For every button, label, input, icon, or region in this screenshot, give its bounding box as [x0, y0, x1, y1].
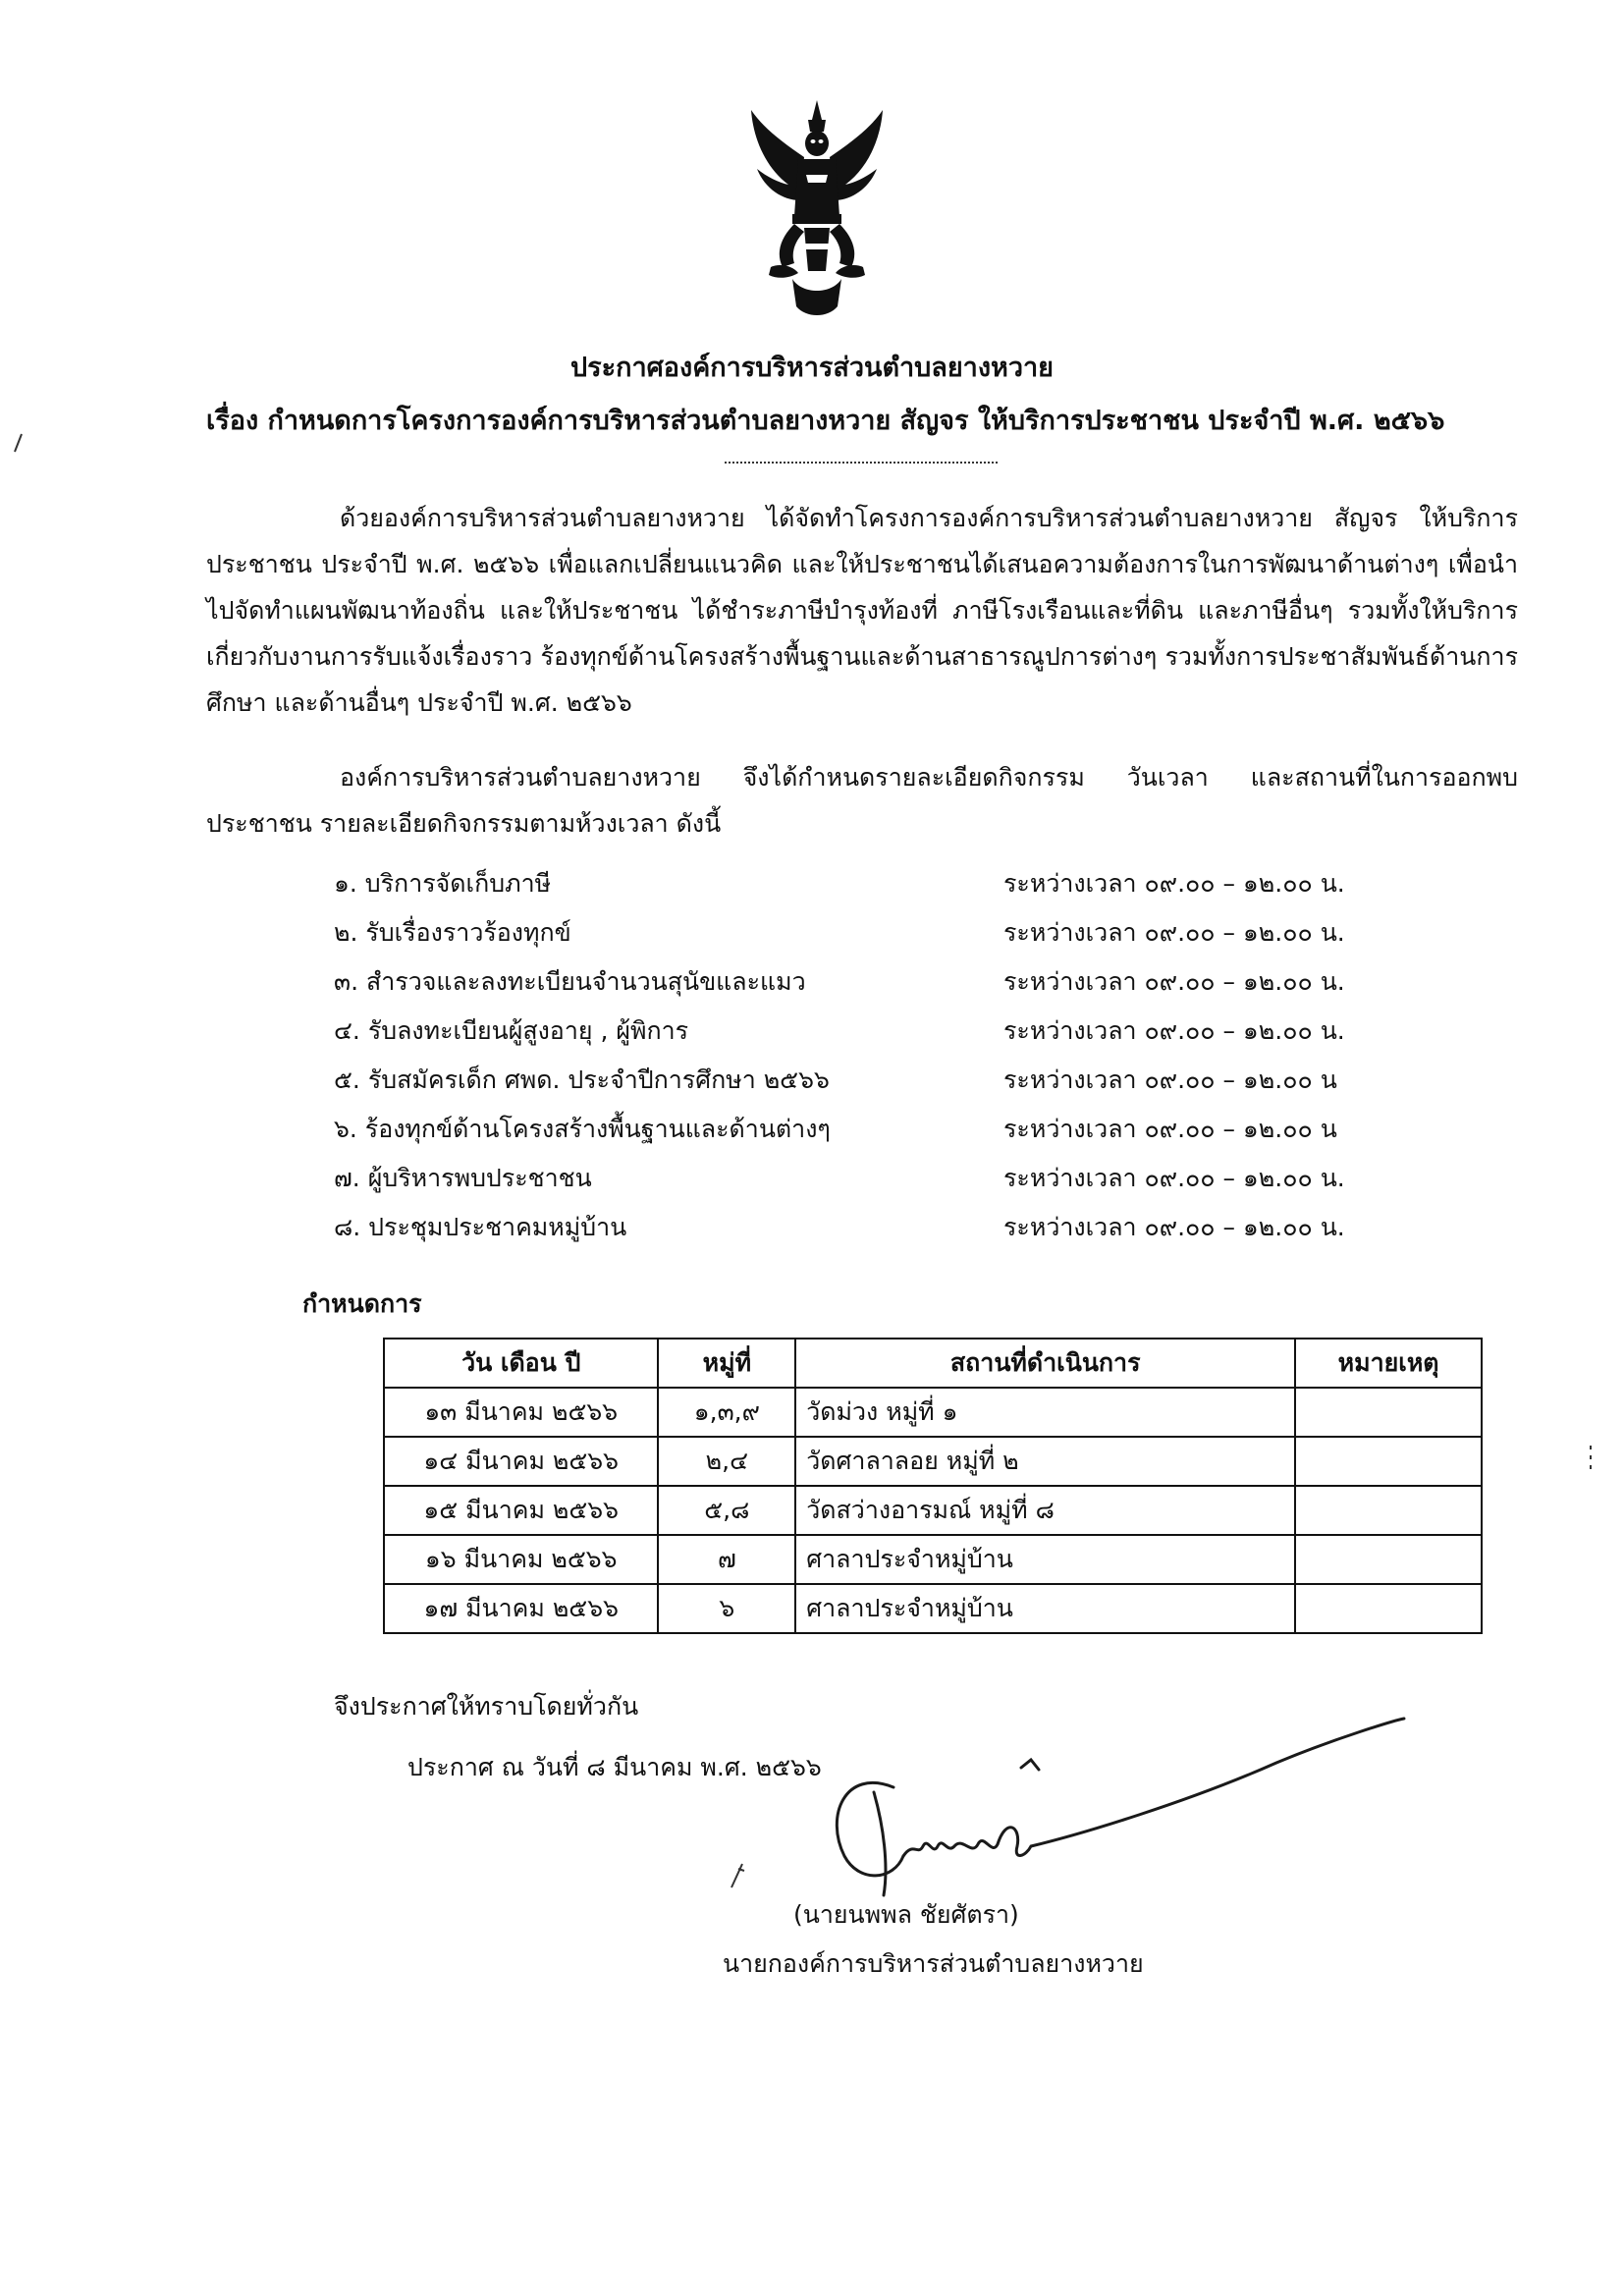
- scan-mark-icon: [12, 432, 26, 454]
- activity-item: [334, 962, 1424, 1002]
- cell-note: [1295, 1437, 1482, 1486]
- table-row: [384, 1437, 1482, 1486]
- cell-date: ๑๗ มีนาคม ๒๕๖๖: [384, 1584, 658, 1633]
- cell-place: วัดสว่างอารมณ์ หมู่ที่ ๘: [795, 1486, 1295, 1535]
- activity-time: ระหว่างเวลา ๐๙.๐๐ – ๑๒.๐๐ น.: [1003, 967, 1345, 996]
- intro-paragraph: [206, 495, 1518, 726]
- activity-item: [334, 1110, 1424, 1149]
- cell-moo: ๕,๘: [658, 1486, 795, 1535]
- schedule-header-row: [384, 1339, 1482, 1388]
- cell-note: [1295, 1486, 1482, 1535]
- cell-note: [1295, 1535, 1482, 1584]
- cell-note: [1295, 1388, 1482, 1437]
- cell-place: วัดศาลาลอย หมู่ที่ ๒: [795, 1437, 1295, 1486]
- schedule-table: [383, 1338, 1483, 1634]
- activity-item: [334, 864, 1424, 903]
- garuda-emblem-icon: [743, 98, 891, 324]
- activity-time: ระหว่างเวลา ๐๙.๐๐ – ๑๒.๐๐ น.: [1003, 869, 1345, 898]
- cell-moo: ๑,๓,๙: [658, 1388, 795, 1437]
- table-row: [384, 1388, 1482, 1437]
- detail-paragraph: [206, 754, 1518, 847]
- activity-time: ระหว่างเวลา ๐๙.๐๐ – ๑๒.๐๐ น.: [1003, 1016, 1345, 1045]
- activity-item: [334, 1159, 1424, 1198]
- table-row: [384, 1584, 1482, 1633]
- cell-note: [1295, 1584, 1482, 1633]
- schedule-heading: กำหนดการ: [302, 1289, 422, 1318]
- signer-position: นายกองค์การบริหารส่วนตำบลยางหวาย: [723, 1949, 1144, 1978]
- title-divider: [725, 462, 998, 464]
- activity-label: ๔. รับลงทะเบียนผู้สูงอายุ , ผู้พิการ: [334, 1016, 689, 1045]
- scan-mark-icon: [1583, 1444, 1600, 1473]
- activity-label: ๕. รับสมัครเด็ก ศพด. ประจำปีการศึกษา ๒๕๖๖: [334, 1066, 830, 1094]
- activity-time: ระหว่างเวลา ๐๙.๐๐ – ๑๒.๐๐ น: [1003, 1066, 1337, 1094]
- column-header-moo: หมู่ที่: [658, 1339, 795, 1388]
- activity-item: [334, 1061, 1424, 1100]
- activity-time: ระหว่างเวลา ๐๙.๐๐ – ๑๒.๐๐ น.: [1003, 1164, 1345, 1192]
- closing-statement: จึงประกาศให้ทราบโดยทั่วกัน: [334, 1692, 639, 1721]
- announcement-date: ประกาศ ณ วันที่ ๘ มีนาคม พ.ศ. ๒๕๖๖: [407, 1753, 822, 1781]
- cell-moo: ๗: [658, 1535, 795, 1584]
- cell-date: ๑๓ มีนาคม ๒๕๖๖: [384, 1388, 658, 1437]
- column-header-place: สถานที่ดำเนินการ: [795, 1339, 1295, 1388]
- activity-label: ๘. ประชุมประชาคมหมู่บ้าน: [334, 1213, 627, 1241]
- scan-mark-icon: [727, 1861, 748, 1890]
- announcement-subject: เรื่อง กำหนดการโครงการองค์การบริหารส่วนตำบลยางหวาย สัญจร ให้บริการประชาชน ประจำปี พ.ศ. ๒๕๖๖: [206, 406, 1445, 436]
- cell-place: ศาลาประจำหมู่บ้าน: [795, 1584, 1295, 1633]
- activity-label: ๒. รับเรื่องราวร้องทุกข์: [334, 918, 571, 947]
- announcement-title: ประกาศองค์การบริหารส่วนตำบลยางหวาย: [570, 353, 1054, 383]
- table-row: [384, 1486, 1482, 1535]
- activity-time: ระหว่างเวลา ๐๙.๐๐ – ๑๒.๐๐ น.: [1003, 918, 1345, 947]
- cell-moo: ๖: [658, 1584, 795, 1633]
- detail-paragraph-text: องค์การบริหารส่วนตำบลยางหวาย จึงได้กำหนดรายละเอียดกิจกรรม วันเวลา และสถานที่ในการออกพบประชาชน รายละเอียดกิจกรรมตามห้วงเวลา ดังนี้: [206, 763, 1518, 838]
- cell-date: ๑๖ มีนาคม ๒๕๖๖: [384, 1535, 658, 1584]
- activity-item: [334, 1208, 1424, 1247]
- activity-time: ระหว่างเวลา ๐๙.๐๐ – ๑๒.๐๐ น.: [1003, 1213, 1345, 1241]
- cell-place: ศาลาประจำหมู่บ้าน: [795, 1535, 1295, 1584]
- cell-place: วัดม่วง หมู่ที่ ๑: [795, 1388, 1295, 1437]
- table-row: [384, 1535, 1482, 1584]
- activity-label: ๗. ผู้บริหารพบประชาชน: [334, 1164, 592, 1192]
- activity-label: ๓. สำรวจและลงทะเบียนจำนวนสุนัขและแมว: [334, 967, 806, 996]
- activity-label: ๑. บริการจัดเก็บภาษี: [334, 869, 552, 898]
- column-header-date: วัน เดือน ปี: [384, 1339, 658, 1388]
- activity-item: [334, 1011, 1424, 1051]
- activity-label: ๖. ร้องทุกข์ด้านโครงสร้างพื้นฐานและด้านต่างๆ: [334, 1115, 831, 1143]
- cell-date: ๑๔ มีนาคม ๒๕๖๖: [384, 1437, 658, 1486]
- activity-time: ระหว่างเวลา ๐๙.๐๐ – ๑๒.๐๐ น: [1003, 1115, 1337, 1143]
- column-header-note: หมายเหตุ: [1295, 1339, 1482, 1388]
- activity-item: [334, 913, 1424, 953]
- signer-name: (นายนพพล ชัยศัตรา): [793, 1900, 1019, 1929]
- cell-date: ๑๕ มีนาคม ๒๕๖๖: [384, 1486, 658, 1535]
- cell-moo: ๒,๔: [658, 1437, 795, 1486]
- intro-paragraph-text: ด้วยองค์การบริหารส่วนตำบลยางหวาย ได้จัดทำโครงการองค์การบริหารส่วนตำบลยางหวาย สัญจร ให้บริการประชาชน ประจำปี พ.ศ. ๒๕๖๖ เพื่อแลกเปลี่ยนแนวคิด และให้ประชาชนได้เสนอความต้องการในการพัฒนาด้านต่างๆ เพื่อนำไปจัดทำแผนพัฒนาท้องถิ่น และให้ประชาชน ได้ชำระภาษีบำรุงท้องที่ ภาษีโรงเรือนและที่ดิน และภาษีอื่นๆ รวมทั้งให้บริการเกี่ยวกับงานการรับแจ้งเรื่องราว ร้องทุกข์ด้านโครงสร้างพื้นฐานและด้านสาธารณูปการต่างๆ รวมทั้งการประชาสัมพันธ์ด้านการศึกษา และด้านอื่นๆ ประจำปี พ.ศ. ๒๕๖๖: [206, 504, 1518, 717]
